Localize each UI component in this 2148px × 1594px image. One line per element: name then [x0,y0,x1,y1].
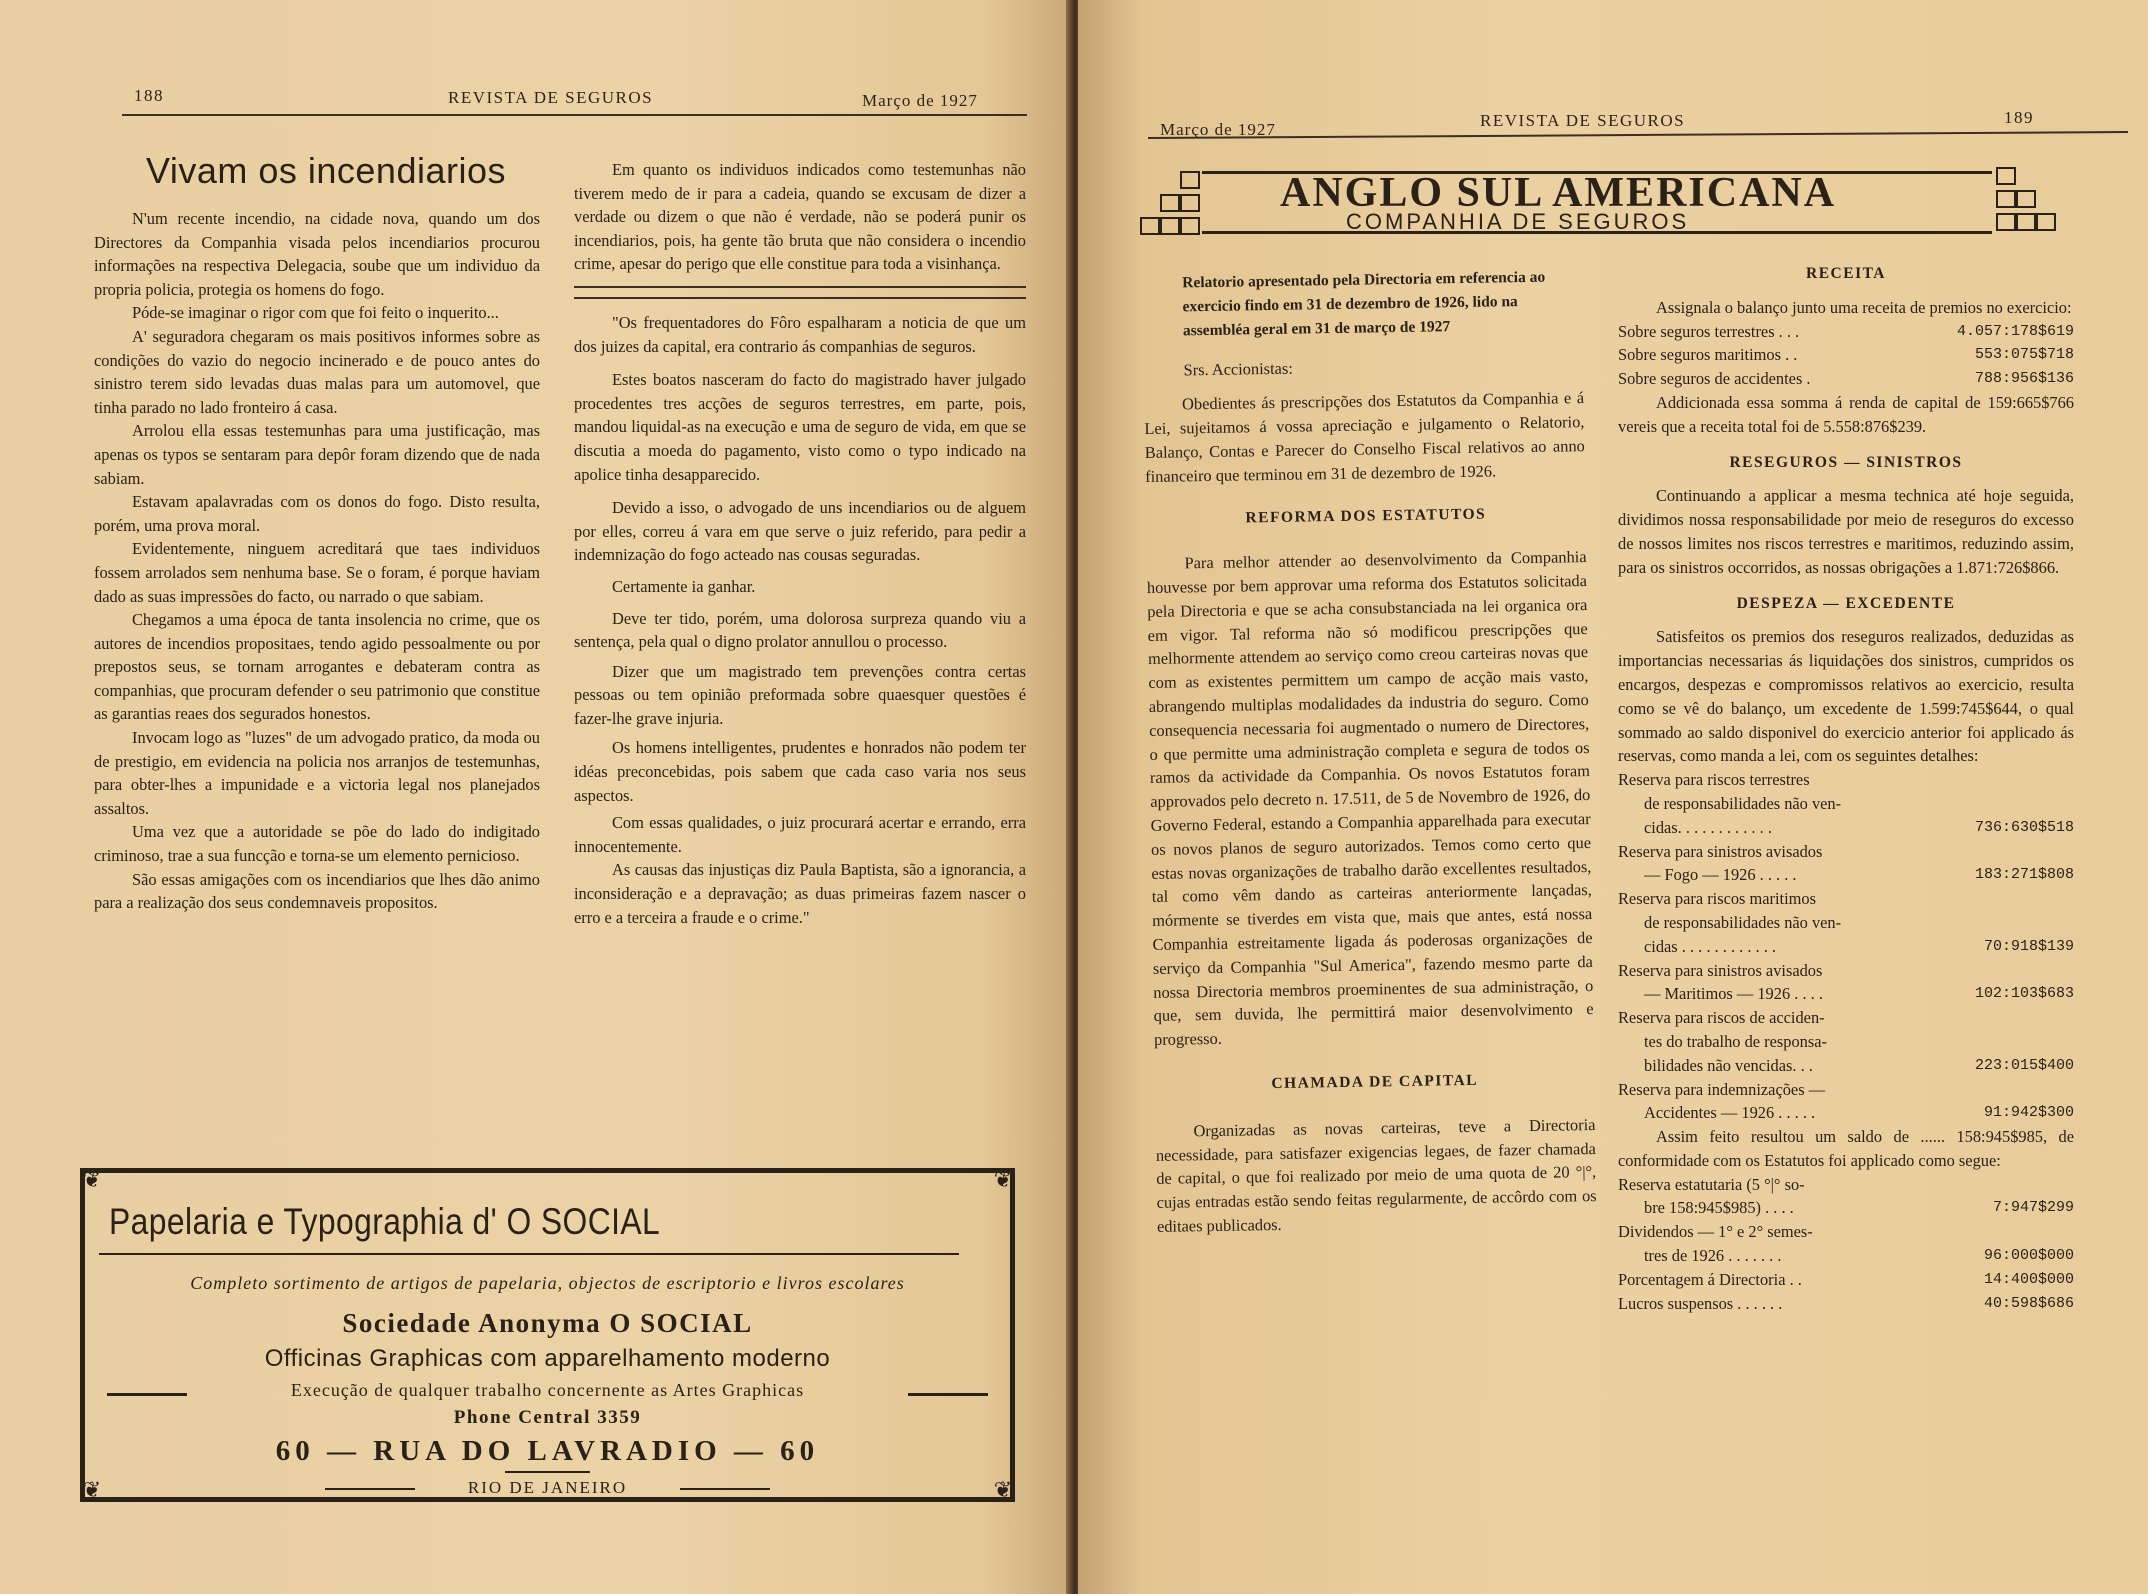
table-row [1618,1292,2074,1316]
article-column-2 [574,158,1026,929]
banner-square [1996,190,2016,208]
row-value: 788:956$136 [1974,370,2074,388]
banner-square [1140,217,1160,235]
row-line [1618,1196,2074,1220]
row-label: Reserva para riscos de acciden- [1618,1008,1825,1028]
advertisement-box [80,1168,1015,1502]
row-value: 7:947$299 [1992,1199,2074,1217]
banner-square [2016,190,2036,208]
row-label: Porcentagem á Directoria . . [1618,1269,1802,1289]
row-label: Reserva para sinistros avisados [1618,960,1823,980]
paragraph: Organizadas as novas carteiras, teve a Directoria necessidade, para satisfazer exigencias legaes, de fazer chamada de capital, o que foi realizado por meio de uma quota de 20 °|°, cujas entradas estão sendo feitas regularmente, de accôrdo com os editaes publicados. [1155,1114,1597,1236]
row-line [1618,1292,2074,1316]
paragraph: Estavam apalavradas com os donos do fogo. Disto resulta, porém, uma prova moral. [94,492,540,535]
banner-square [1180,171,1200,189]
ad-city: RIO DE JANEIRO [467,1478,628,1497]
journal-title-right: REVISTA DE SEGUROS [1480,111,1686,130]
table-row [1618,1220,2074,1268]
row-label: bilidades não vencidas. . . [1644,1055,1813,1075]
table-row [1618,1173,2074,1221]
row-value: 4.057:178$619 [1956,322,2074,340]
issue-date-left: Março de 1927 [862,91,978,110]
row-value: 736:630$518 [1974,818,2074,836]
ad-rule [908,1393,988,1396]
row-line [1618,982,2074,1006]
paragraph: Certamente ia ganhar. [612,576,756,596]
row-label: cidas. . . . . . . . . . . . [1644,817,1772,837]
heading-despeza: DESPEZA — EXCEDENTE [1736,594,1956,612]
row-value: 14:400$000 [1983,1270,2074,1288]
section-separator [574,286,1026,299]
banner-square [2036,213,2056,231]
saldo-table [1618,1173,2074,1316]
heading-resseguros: RESEGUROS — SINISTROS [1729,453,1963,471]
paragraph: Invocam logo as "luzes" de um advogado pratico, da moda ou de prestigio, em evidencia na policia nos arranjos de testemunhas, para obter-lhes a impunidade e a victoria legal nos planejados assaltos. [94,728,540,818]
paragraph: Assim feito resultou um saldo de ...... 158:945$985, de conformidade com os Estatutos foi applicado como segue: [1618,1127,2074,1170]
paragraph: Continuando a applicar a mesma technica até hoje seguida, dividimos nossa responsabilidade por meio de reseguros do excesso de nossos limites nos riscos terrestres e maritimos, reduzindo assim, para os sinistros occorridos, as nossas obrigações a 1.871:726$866. [1618,486,2074,577]
banner-square [1996,213,2016,231]
banner-square [1160,194,1180,212]
row-value: 96:000$000 [1983,1247,2074,1265]
table-row [1618,840,2074,888]
table-row [1618,959,2074,1007]
page-number-right: 189 [2004,108,2034,127]
row-label: Lucros suspensos . . . . . . [1618,1293,1783,1313]
paragraph: "Os frequentadores do Fôro espalharam a noticia de que um dos juizes da capital, era contrario ás companhias de seguros. [574,312,1026,356]
header-rule-right [1148,131,2128,139]
row-label: Dividendos — 1° e 2° semes- [1618,1222,1813,1242]
left-page [0,0,1072,1594]
row-label: Reserva para riscos terrestres [1618,770,1810,790]
header-rule-left [122,114,1027,116]
row-value: 70:918$139 [1983,937,2074,955]
page-number-left: 188 [134,86,164,105]
report-intro: Relatorio apresentado pela Directoria em referencia ao exercicio findo em 31 de dezembro de 1926, lido na assembléa geral em 31 de março de 1927 [1182,268,1546,339]
row-value: 40:598$686 [1983,1294,2074,1312]
row-value: 553:075$718 [1974,346,2074,364]
ad-title: Papelaria e Typographia d' O SOCIAL [109,1201,661,1242]
row-label: — Maritimos — 1926 . . . . [1644,984,1823,1004]
table-row [1618,320,2074,344]
row-value: 223:015$400 [1974,1056,2074,1074]
row-value: 91:942$300 [1983,1104,2074,1122]
paragraph: Os homens intelligentes, prudentes e honrados não podem ter idéas preconcebidas, pois sabem que cada caso varia nos seus aspectos. [574,738,1026,805]
banner-subtitle: COMPANHIA DE SEGUROS [1346,209,1690,234]
row-value: 102:103$683 [1974,985,2074,1003]
row-label: tres de 1926 . . . . . . . [1644,1246,1782,1266]
banner-square [1180,194,1200,212]
ad-services: Execução de qualquer trabalho concernente as Artes Graphicas [290,1380,805,1400]
right-page [1078,0,2148,1594]
paragraph: Arrolou ella essas testemunhas para uma justificação, mas apenas os typos se sentaram para depôr foram dizendo que de nada sabiam. [94,421,540,488]
paragraph: A' seguradora chegaram os mais positivos informes sobre as condições do vazio do negocio incinerado e de pouco antes do sinistro terem sido levadas duas malas para um automovel, que tinha parado no lado fronteiro á casa. [94,326,540,417]
reservas-table [1618,768,2074,1125]
row-label: Sobre seguros maritimos . . [1618,345,1798,365]
row-value: 183:271$808 [1974,866,2074,884]
company-banner [1140,165,2100,257]
paragraph: Evidentemente, ninguem acreditará que taes individuos fossem arrolados sem nenhuma base. Se o foram, é porque haviam dado as suas impressões do facto, ou narrado o que sabiam. [94,539,540,606]
ad-company: Sociedade Anonyma O SOCIAL [342,1308,753,1338]
row-label: Accidentes — 1926 . . . . . [1644,1103,1816,1123]
paragraph: Póde-se imaginar o rigor com que foi feito o inquerito... [132,303,499,323]
paragraph: Dizer que um magistrado tem prevenções contra certas pessoas ou tem opinião preformada sobre quaesquer questões é fazer-lhe grave injuria. [574,661,1026,728]
paragraph: Uma vez que a autoridade se põe do lado do indigitado criminoso, trae a sua funcção e torna-se um elemento pernicioso. [94,822,540,866]
row-label: Sobre seguros de accidentes . [1618,369,1811,389]
heading-receita: RECEITA [1806,265,1886,282]
ad-rule [505,1471,590,1473]
table-row [1618,887,2074,958]
row-label: Reserva estatutaria (5 °|° so- [1618,1174,1805,1194]
row-line [1618,1244,2074,1268]
table-row [1618,768,2074,839]
banner-square [1160,217,1180,235]
ornament-icon: ❦ [82,1477,102,1502]
heading-chamada: CHAMADA DE CAPITAL [1271,1071,1479,1092]
article-column-1 [94,207,540,915]
paragraph: Assignala o balanço junto uma receita de premios no exercicio: [1656,297,2072,317]
ad-address: 60 — RUA DO LAVRADIO — 60 [275,1435,820,1467]
row-label: de responsabilidades não ven- [1644,912,1842,932]
ad-rule [680,1488,770,1490]
issue-date-right: Março de 1927 [1160,120,1276,139]
ad-title-rule [99,1253,959,1255]
paragraph: Em quanto os individuos indicados como testemunhas não tiverem medo de ir para a cadeia, quando se excusam de dizer a verdade ou dizem o que não é verdade, não se poderá punir os incendiarios, pois, ha gente tão bruta que não considera o incendio crime, apesar do perigo que elle constitue para toda a visinhança. [574,160,1026,274]
row-label: de responsabilidades não ven- [1644,793,1842,813]
row-line [1618,816,2074,840]
banner-title: ANGLO SUL AMERICANA [1280,170,1837,216]
heading-reforma: REFORMA DOS ESTATUTOS [1245,505,1487,527]
row-line [1618,1101,2074,1125]
paragraph: Estes boatos nasceram do facto do magistrado haver julgado procedentes tres acções de seguros terrestres, em parte, pois, mandou liquidal-as na execução e uma de seguro de vida, em que se discutia a moeda do pagamento, visto como o typo indicado na apolice tinha desapparecido. [574,370,1026,484]
row-line [1618,1054,2074,1078]
salutation: Srs. Accionistas: [1183,359,1293,380]
article-title: Vivam os incendiarios [146,150,507,191]
paragraph: Addicionada essa somma á renda de capital de 159:665$766 vereis que a receita total foi de 5.558:876$239. [1618,392,2074,436]
row-label: cidas . . . . . . . . . . . . [1644,936,1777,956]
row-label: Reserva para sinistros avisados [1618,841,1823,861]
ad-phone: Phone Central 3359 [453,1407,642,1428]
journal-title-left: REVISTA DE SEGUROS [448,88,654,107]
report-column-2 [1618,262,2074,1315]
paragraph: Com essas qualidades, o juiz procurará acertar e errando, erra innocentemente. [574,813,1026,856]
row-label: Sobre seguros terrestres . . . [1618,321,1800,341]
paragraph: N'um recente incendio, na cidade nova, quando um dos Directores da Companhia visada pelos incendiarios procurou informações na respectiva Delegacia, soube que um individuo da propria policia, protegia os homens do fogo. [94,209,540,299]
ad-subtitle: Completo sortimento de artigos de papelaria, objectos de escriptorio e livros escolares [190,1273,905,1293]
paragraph: São essas amigações com os incendiarios que lhes dão animo para a realização dos seus condemnaveis propositos. [94,869,540,913]
banner-square [1180,217,1200,235]
ad-workshops: Officinas Graphicas com apparelhamento moderno [264,1345,831,1372]
table-row [1618,1006,2074,1077]
banner-square [2016,213,2036,231]
paragraph: Chegamos a uma época de tanta insolencia no crime, que os autores de incendios propositaes, tendo agido pessoalmente ou por prepostos seus, se tornam arrogantes e debateram contra as companhias, que procuram defender o seu patrimonio que constitue as garantias reaes dos segurados honestos. [94,610,540,724]
banner-square [1996,167,2016,185]
table-row [1618,1268,2074,1292]
row-label: Reserva para riscos maritimos [1618,889,1816,909]
table-row [1618,1078,2074,1126]
paragraph: As causas das injustiças diz Paula Baptista, são a ignorancia, a inconsideração e a depravação; as duas primeiras fazem nascer o erro e a terceira a fraude e o crime." [574,860,1026,927]
paragraph: Para melhor attender ao desenvolvimento da Companhia houvesse por bem approvar uma reforma dos Estatutos solicitada pela Directoria e que se acha consubstanciada na lei organica ora em vigor. Tal reforma não só modificou prescripções que melhormente attendem ao serviço como creou carteiras novas que com as existentes permittem um campo de acção mais vasto, abrangendo multiplas modalidades da industria do seguro. Como consequencia necessaria foi augmentado o numero de Directores, o que permitte uma administração completa e segura de todos os ramos da actividade da Companhia. Os novos Estatutos foram approvados pelo decreto n. 17.511, de 5 de Novembro de 1926, do Governo Federal, estando a Companhia apparelhada para executar os novos planos de seguro autorizados. Temos como certo que estas novas organizações de trabalho darão excellentes resultados, tal como vêm dando as carteiras anteriormente lançadas, mórmente se tiverdes em vista que, mais que antes, está nossa Companhia estreitamente ligada ás poderosas organizações de serviço da Companhia "Sul America", fazendo mesmo parte da nossa Directoria membros proeminentes de sua administração, o que, sem duvida, lhe permittirá maior desenvolvimento e progresso. [1146,547,1594,1050]
ornament-icon: ❦ [993,1167,1013,1192]
receita-table [1618,320,2074,391]
paragraph: Deve ter tido, porém, uma dolorosa surpreza quando viu a sentença, pela qual o digno prolator annullou o processo. [574,608,1026,652]
paragraph: Obedientes ás prescripções dos Estatutos da Companhia e á Lei, sujeitamos á vossa apreciação e julgamento o Relatorio, Balanço, Contas e Parecer do Conselho Fiscal relativos ao anno financeiro que terminou em 31 de dezembro de 1926. [1144,388,1585,486]
ornament-icon: ❦ [82,1167,102,1192]
row-label: bre 158:945$985) . . . . [1644,1198,1794,1218]
paragraph: Devido a isso, o advogado de uns incendiarios ou de alguem por elles, correu á vara em que serve o juiz referido, para pedir a indemnização do fogo acteado nas cousas seguradas. [574,498,1026,565]
row-label: Reserva para indemnizações — [1618,1079,1826,1099]
paragraph: Satisfeitos os premios dos reseguros realizados, deduzidas as importancias necessarias ás liquidações dos sinistros, cumpridos os encargos, despezas e compromissos relativos ao exercicio, resulta como se vê do balanço, um excedente de 1.599:745$644, o qual sommado ao saldo disponivel do exercicio anterior foi applicado ás reservas, como manda a lei, com os seguintes detalhes: [1618,627,2074,766]
row-label: tes do trabalho de responsa- [1644,1031,1827,1051]
ornament-icon: ❦ [993,1477,1013,1502]
row-line [1618,863,2074,887]
row-line [1618,1268,2074,1292]
report-column-1 [1142,265,1597,1238]
row-label: — Fogo — 1926 . . . . . [1644,865,1797,885]
table-row [1618,367,2074,391]
row-line [1618,935,2074,959]
table-row [1618,343,2074,367]
